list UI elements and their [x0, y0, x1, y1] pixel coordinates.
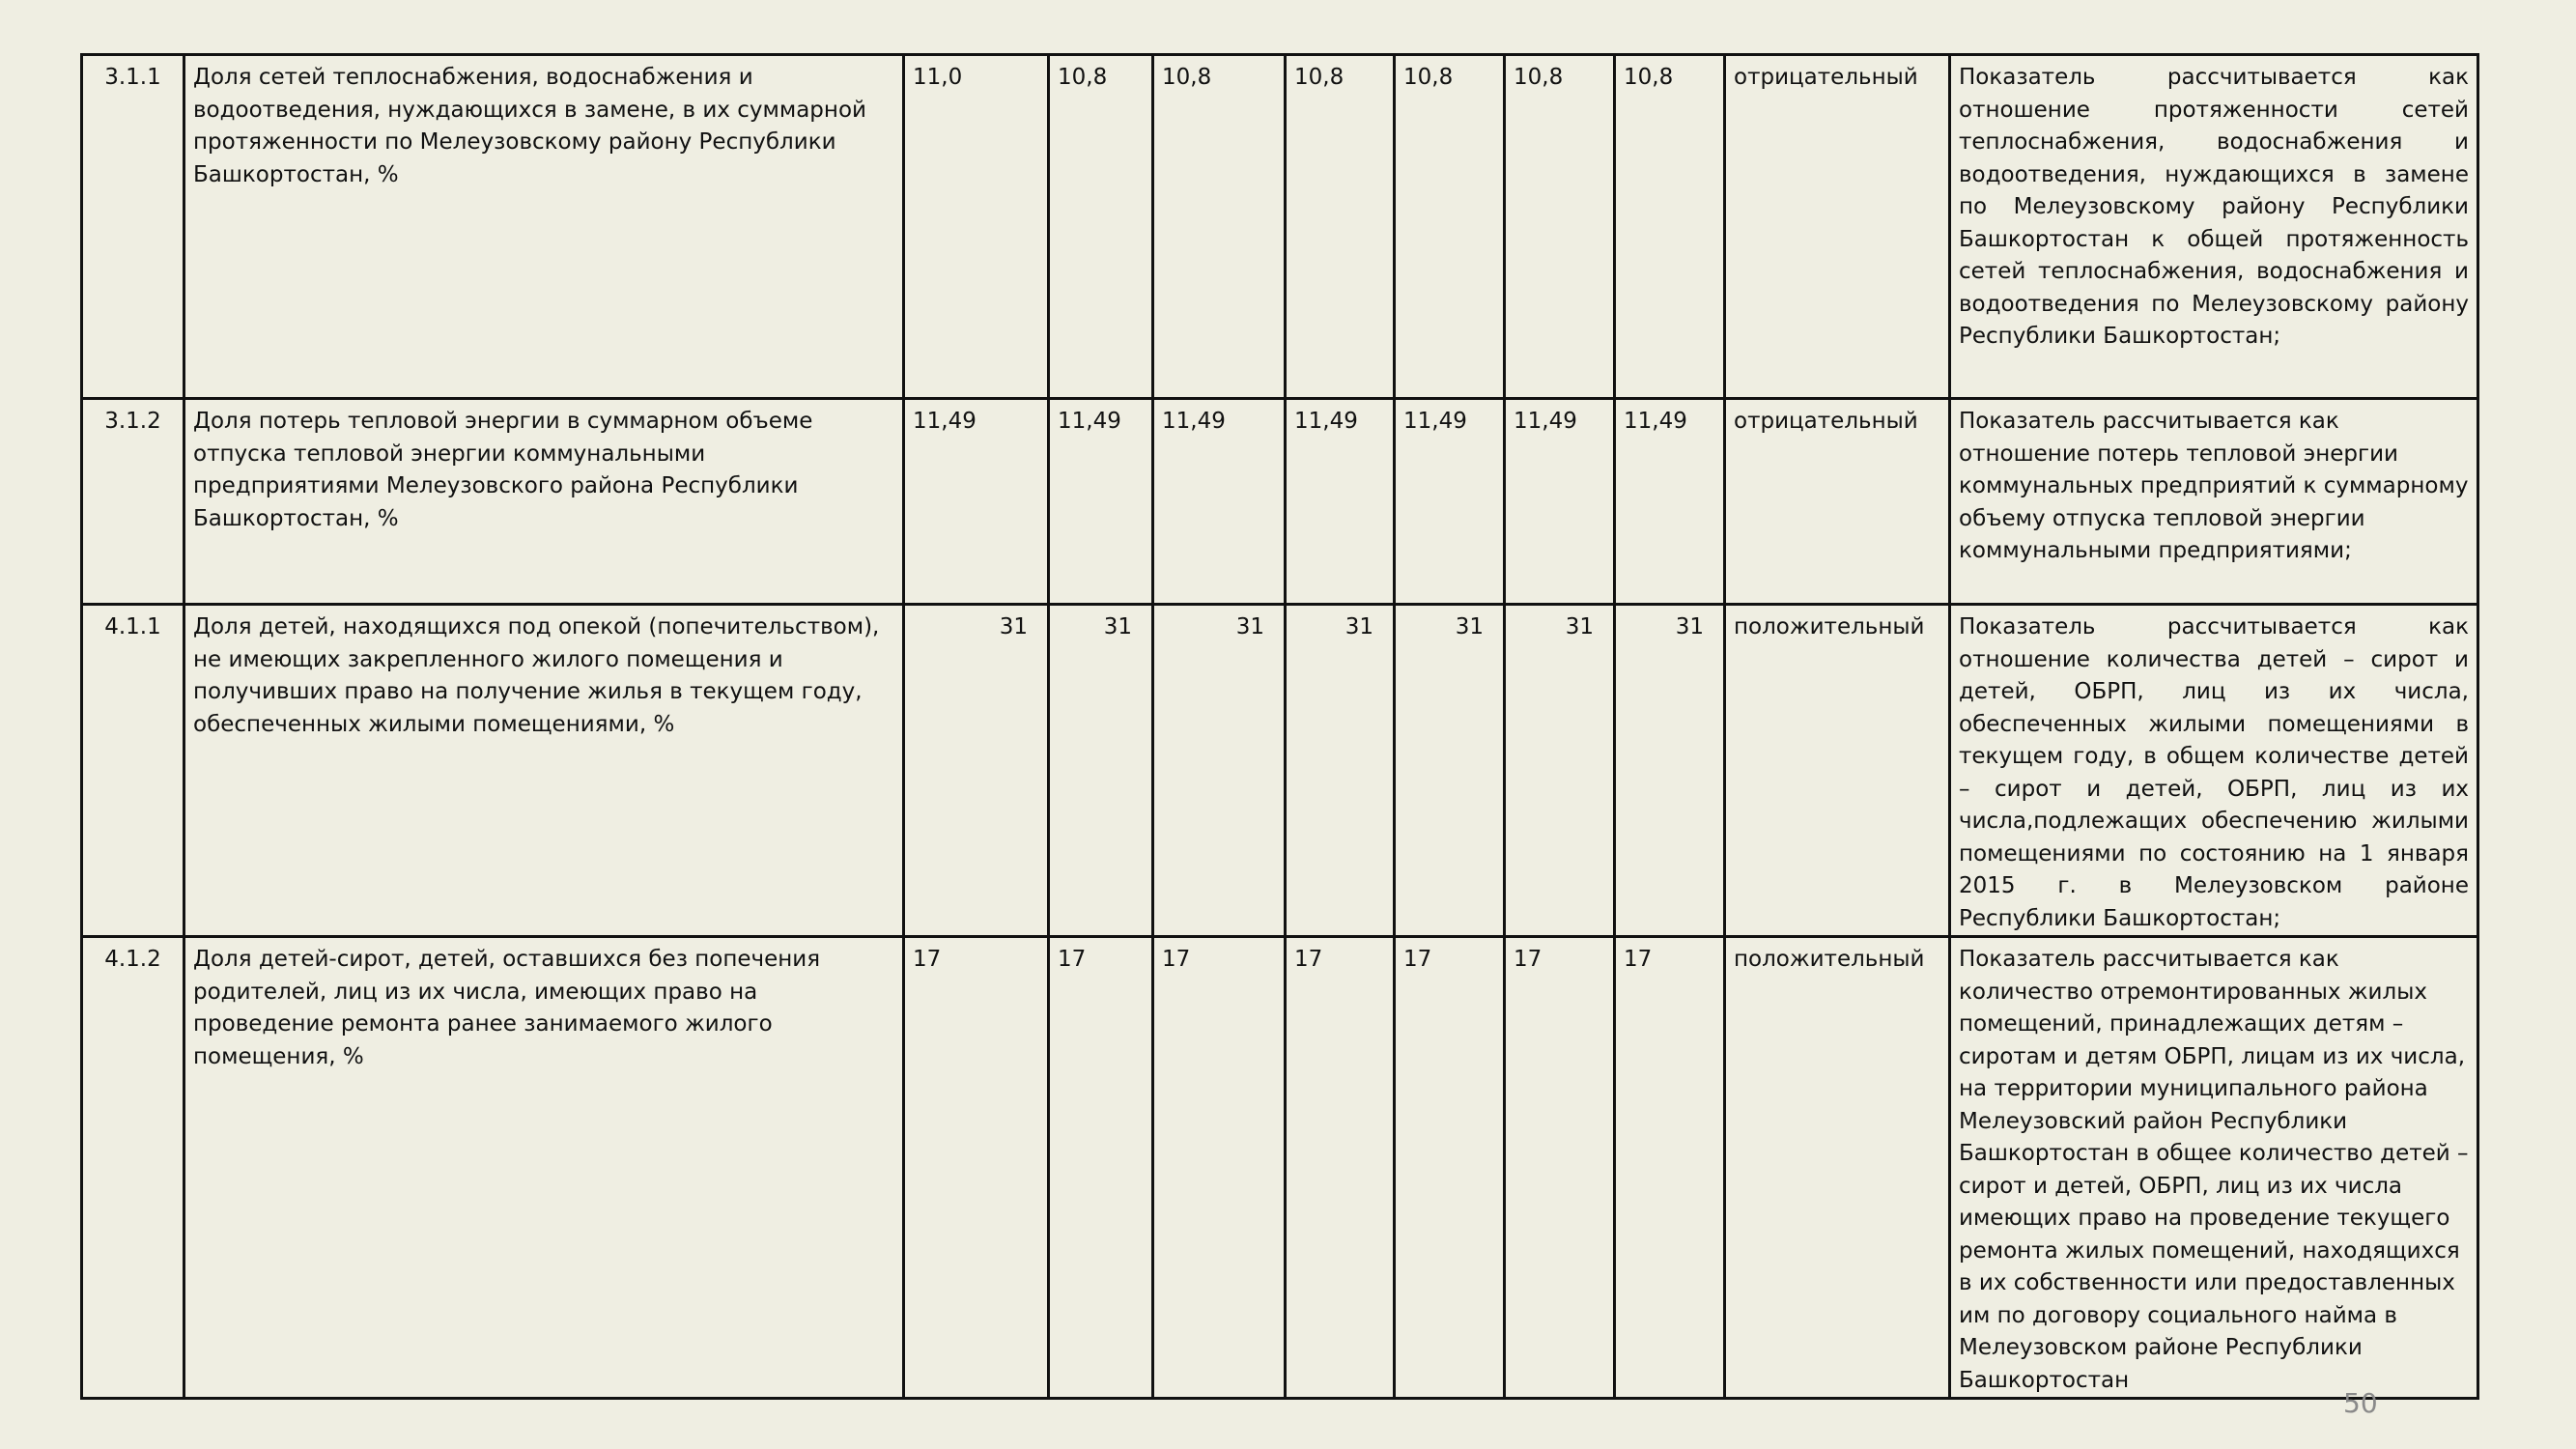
indicator-description: Доля детей, находящихся под опекой (попечительством), не имеющих закрепленного жилого помещения и получивших право на получение жилья в текущем году, обеспеченных жилыми помещениями, %: [184, 605, 904, 937]
direction-cell: отрицательный: [1725, 399, 1950, 605]
value-cell: 10,8: [1395, 55, 1505, 399]
row-number: 4.1.1: [82, 605, 184, 937]
calculation-method: Показатель рассчитывается как отношение потерь тепловой энергии коммунальных предприятий к суммарному объему отпуска тепловой энергии коммунальными предприятиями;: [1950, 399, 2478, 605]
value-cell: 31: [904, 605, 1049, 937]
row-number: 3.1.1: [82, 55, 184, 399]
calculation-method: Показатель рассчитывается как отношение количества детей – сирот и детей, ОБРП, лиц из их числа, обеспеченных жилыми помещениями в текущем году, в общем количестве детей – сирот и детей, ОБРП, лиц из их числа,подлежащих обеспечению жилыми помещениями по состоянию на 1 января 2015 г. в Мелеузовском районе Республики Башкортостан;: [1950, 605, 2478, 937]
table-row: [82, 605, 2478, 937]
row-number: 3.1.2: [82, 399, 184, 605]
value-cell: 31: [1049, 605, 1153, 937]
value-cell: 10,8: [1153, 55, 1286, 399]
value-cell: 31: [1615, 605, 1725, 937]
calculation-method: Показатель рассчитывается как количество отремонтированных жилых помещений, принадлежащих детям – сиротам и детям ОБРП, лицам из их числа, на территории муниципального района Мелеузовский район Республики Башкортостан в общее количество детей – сирот и детей, ОБРП, лиц из их числа имеющих право на проведение текущего ремонта жилых помещений, находящихся в их собственности или предоставленных им по договору социального найма в Мелеузовском районе Республики Башкортостан: [1950, 937, 2478, 1399]
value-cell: 17: [1286, 937, 1395, 1399]
value-cell: 10,8: [1286, 55, 1395, 399]
value-cell: 11,49: [1615, 399, 1725, 605]
value-cell: 31: [1505, 605, 1615, 937]
direction-cell: положительный: [1725, 937, 1950, 1399]
value-cell: 11,0: [904, 55, 1049, 399]
calculation-method: Показатель рассчитывается как отношение протяженности сетей теплоснабжения, водоснабжения и водоотведения, нуждающихся в замене по Мелеузовскому району Республики Башкортостан к общей протяженность сетей теплоснабжения, водоснабжения и водоотведения по Мелеузовскому району Республики Башкортостан;: [1950, 55, 2478, 399]
page-number: 50: [2343, 1387, 2378, 1419]
value-cell: 17: [904, 937, 1049, 1399]
indicator-description: Доля сетей теплоснабжения, водоснабжения и водоотведения, нуждающихся в замене, в их суммарной протяженности по Мелеузовскому району Республики Башкортостан, %: [184, 55, 904, 399]
value-cell: 17: [1615, 937, 1725, 1399]
value-cell: 11,49: [904, 399, 1049, 605]
value-cell: 11,49: [1286, 399, 1395, 605]
row-number: 4.1.2: [82, 937, 184, 1399]
value-cell: 11,49: [1049, 399, 1153, 605]
value-cell: 17: [1153, 937, 1286, 1399]
value-cell: 17: [1049, 937, 1153, 1399]
value-cell: 31: [1153, 605, 1286, 937]
direction-cell: отрицательный: [1725, 55, 1950, 399]
indicator-description: Доля потерь тепловой энергии в суммарном объеме отпуска тепловой энергии коммунальными предприятиями Мелеузовского района Республики Башкортостан, %: [184, 399, 904, 605]
table-row: [82, 55, 2478, 399]
value-cell: 31: [1286, 605, 1395, 937]
value-cell: 11,49: [1153, 399, 1286, 605]
value-cell: 10,8: [1615, 55, 1725, 399]
value-cell: 11,49: [1395, 399, 1505, 605]
table-row: [82, 399, 2478, 605]
indicators-table: [80, 53, 2479, 1400]
indicator-description: Доля детей-сирот, детей, оставшихся без попечения родителей, лиц из их числа, имеющих право на проведение ремонта ранее занимаемого жилого помещения, %: [184, 937, 904, 1399]
value-cell: 11,49: [1505, 399, 1615, 605]
value-cell: 17: [1505, 937, 1615, 1399]
direction-cell: положительный: [1725, 605, 1950, 937]
value-cell: 10,8: [1049, 55, 1153, 399]
value-cell: 10,8: [1505, 55, 1615, 399]
value-cell: 31: [1395, 605, 1505, 937]
table-row: [82, 937, 2478, 1399]
value-cell: 17: [1395, 937, 1505, 1399]
